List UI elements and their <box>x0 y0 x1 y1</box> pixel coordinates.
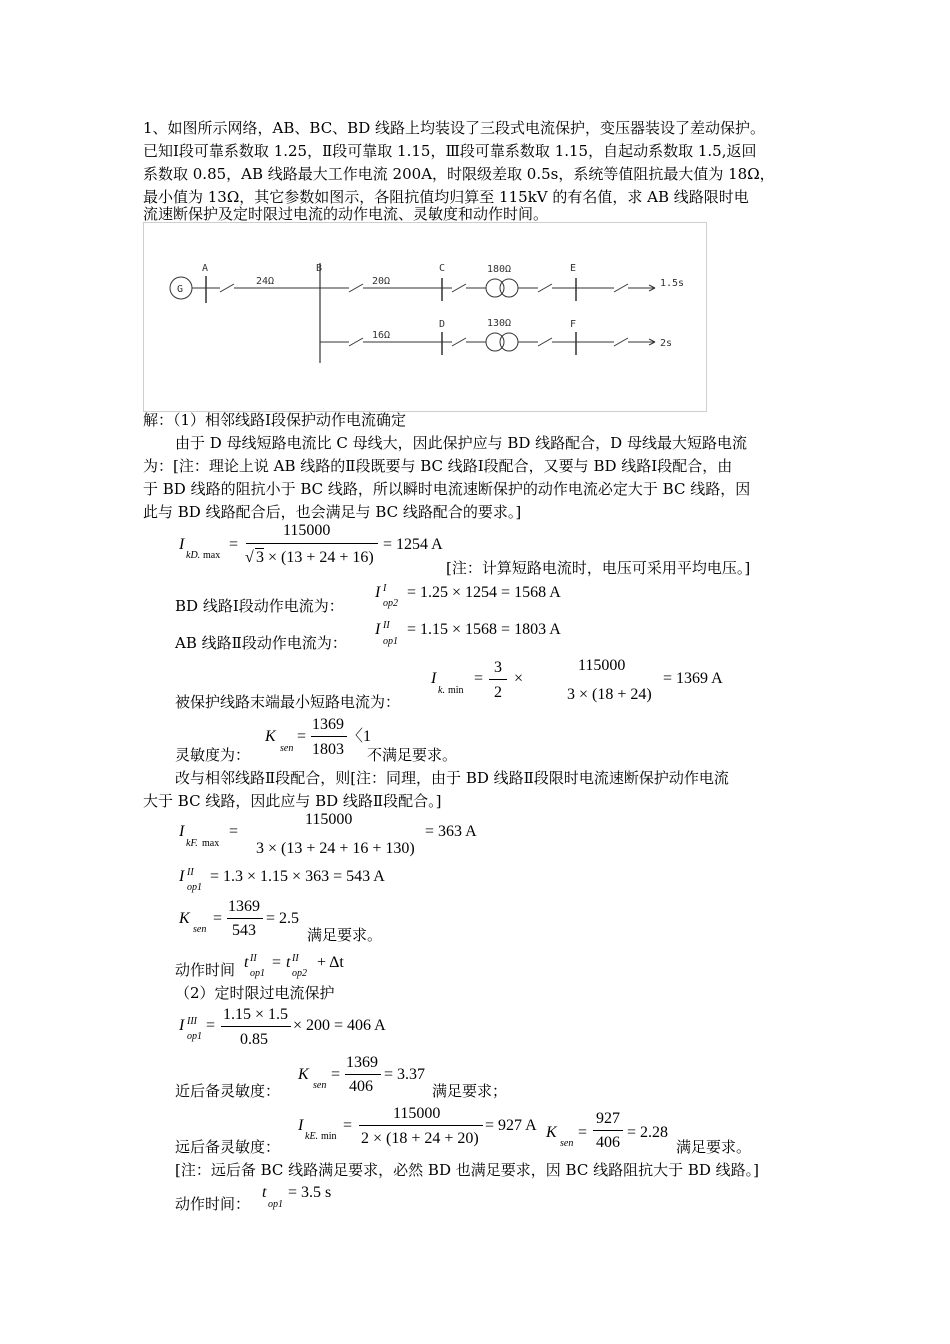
ab-label: AB 线路Ⅱ段动作电流为： <box>175 634 347 652</box>
sens-label: 灵敏度为： <box>175 746 251 764</box>
time-label: 动作时间 <box>175 961 236 979</box>
t-upper-label: 1.5s <box>660 278 685 289</box>
problem-line-3: 系数取 0.85，AB 线路最大工作电流 200A，时限级差取 0.5s，系统等值阻抗最大值为 18Ω， <box>143 165 775 183</box>
bd-label: BD 线路Ⅰ段动作电流为： <box>175 597 344 615</box>
s1-title: 解：（1）相邻线路Ⅰ段保护动作电流确定 <box>143 411 406 429</box>
bus-f-label: F <box>570 319 577 330</box>
problem-line-2: 已知Ⅰ段可靠系数取 1.25，Ⅱ段可靠取 1.15，Ⅲ段可靠系数取 1.15，自起动系数取 1.5,返回 <box>143 142 757 160</box>
z-td-label: 130Ω <box>487 318 512 329</box>
gen-label: G <box>177 284 184 295</box>
z-ab-label: 24Ω <box>256 276 275 287</box>
z-bd-label: 16Ω <box>372 330 391 341</box>
problem-line-5: 流速断保护及定时限过电流的动作电流、灵敏度和动作时间。 <box>143 205 549 223</box>
problem-line-1: 1、如图所示网络，AB、BC、BD 线路上均装设了三段式电流保护，变压器装设了差动保护。 <box>143 119 765 137</box>
kmin-label: 被保护线路末端最小短路电流为： <box>175 693 401 711</box>
time2-label: 动作时间： <box>175 1195 251 1213</box>
s1-para-4: 此与 BD 线路配合后，也会满足与 BC 线路配合的要求。] <box>143 503 522 521</box>
problem-line-4: 最小值为 13Ω，其它参数如图示，各阻抗值均归算至 115kV 的有名值，求 AB 线路限时电 <box>143 188 749 206</box>
near-label: 近后备灵敏度： <box>175 1082 281 1100</box>
ok-text-3: 满足要求。 <box>676 1138 752 1156</box>
note-far: [注：远后备 BC 线路满足要求，必然 BD 也满足要求，因 BC 线路阻抗大于 BD 线路。] <box>175 1161 760 1179</box>
z-tc-label: 180Ω <box>487 264 512 275</box>
s1-para-2: 为：[注：理论上说 AB 线路的Ⅱ段既要与 BC 线路Ⅰ段配合，又要与 BD 线路Ⅰ段配合，由 <box>143 457 733 475</box>
bus-c-label: C <box>439 263 446 274</box>
network-diagram <box>143 222 707 412</box>
not-ok-text: 不满足要求。 <box>367 746 458 764</box>
bus-b-label: B <box>316 263 323 274</box>
s1-para-3: 于 BD 线路的阻抗小于 BC 线路，所以瞬时电流速断保护的动作电流必定大于 BC 线路，因 <box>143 480 751 498</box>
t-lower-label: 2s <box>660 338 673 349</box>
s2-title: （2）定时限过电流保护 <box>175 984 335 1002</box>
bus-d-label: D <box>439 319 446 330</box>
s1-para-5: 改与相邻线路Ⅱ段配合，则[注：同理，由于 BD 线路Ⅱ段限时电流速断保护动作电流 <box>175 769 729 787</box>
note-voltage: [注：计算短路电流时，电压可采用平均电压。] <box>446 559 751 577</box>
bus-e-label: E <box>570 263 577 274</box>
bus-a-label: A <box>202 263 209 274</box>
ok-text-1: 满足要求。 <box>307 926 383 944</box>
ok-text-2: 满足要求； <box>432 1082 508 1100</box>
s1-para-1: 由于 D 母线短路电流比 C 母线大，因此保护应与 BD 线路配合，D 母线最大短路电流 <box>175 434 747 452</box>
s1-para-6: 大于 BC 线路，因此应与 BD 线路Ⅱ段配合。] <box>143 792 442 810</box>
z-bc-label: 20Ω <box>372 276 391 287</box>
far-label: 远后备灵敏度： <box>175 1138 281 1156</box>
